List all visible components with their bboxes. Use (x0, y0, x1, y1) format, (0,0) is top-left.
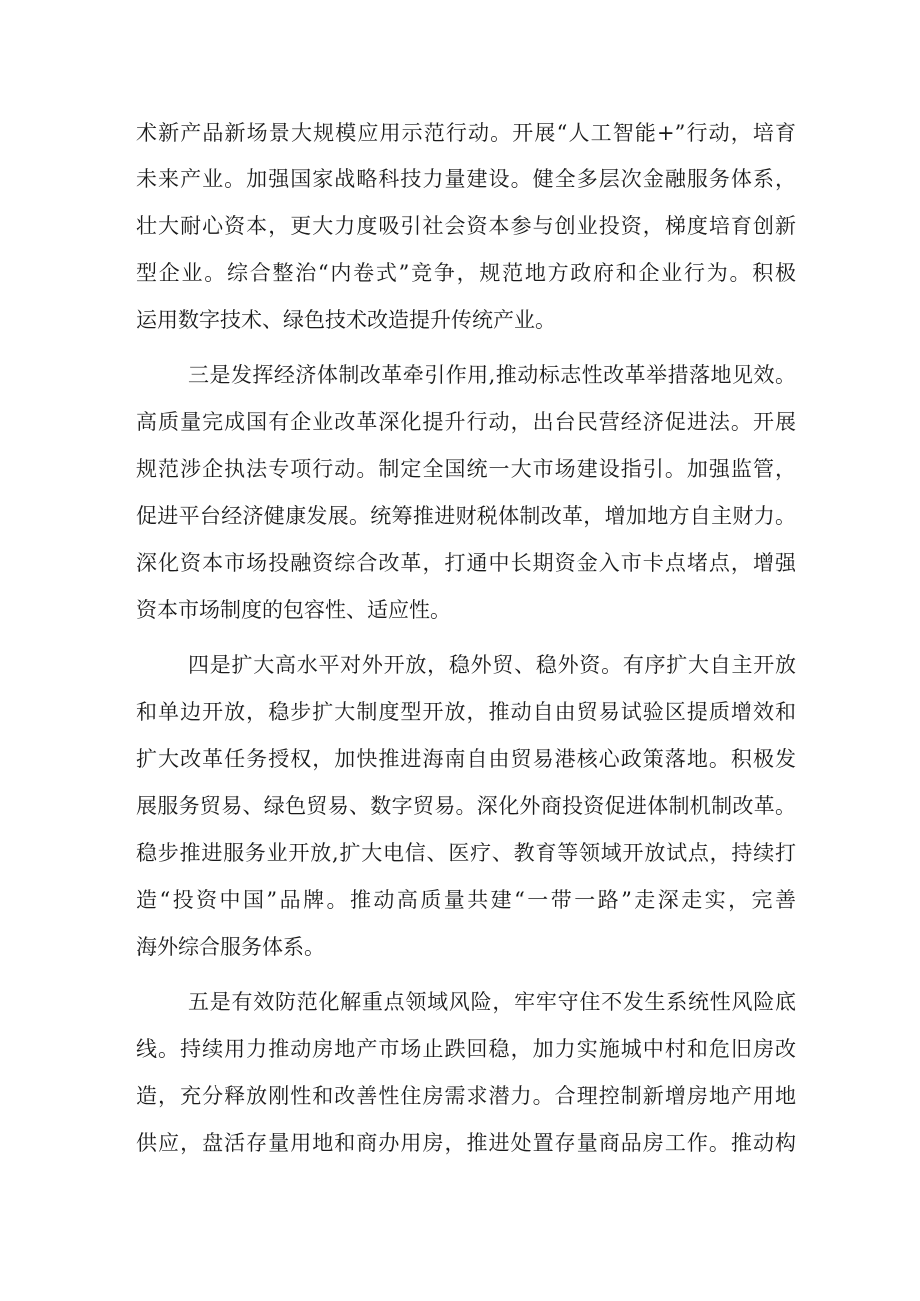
text-line: 造，充分释放刚性和改善性住房需求潜力。合理控制新增房地产用地 (136, 1084, 796, 1108)
text-line: 资本市场制度的包容性、适应性。 (136, 598, 451, 622)
text-line: 供应，盘活存量用地和商办用房，推进处置存量商品房工作。推动构 (136, 1131, 796, 1155)
text-line: 运用数字技术、绿色技术改造提升传统产业。 (136, 308, 556, 332)
text-line: 线。持续用力推动房地产市场止跌回稳，加力实施城中村和危旧房改 (136, 1037, 796, 1061)
text-line: 和单边开放，稳步扩大制度型开放，推动自由贸易试验区提质增效和 (136, 700, 796, 724)
text-line: 三是发挥经济体制改革牵引作用,推动标志性改革举措落地见效。 (188, 363, 796, 387)
text-line: 型企业。综合整治“内卷式”竞争，规范地方政府和企业行为。积极 (136, 261, 796, 285)
text-line: 四是扩大高水平对外开放，稳外贸、稳外资。有序扩大自主开放 (188, 653, 796, 677)
text-line: 促进平台经济健康发展。统筹推进财税体制改革，增加地方自主财力。 (136, 504, 796, 528)
text-line: 术新产品新场景大规模应用示范行动。开展“人工智能+”行动，培育 (136, 121, 796, 145)
text-line: 五是有效防范化解重点领域风险，牢牢守住不发生系统性风险底 (188, 990, 796, 1014)
text-line: 高质量完成国有企业改革深化提升行动，出台民营经济促进法。开展 (136, 410, 796, 434)
text-line: 壮大耐心资本，更大力度吸引社会资本参与创业投资，梯度培育创新 (136, 214, 796, 238)
text-line: 海外综合服务体系。 (136, 935, 325, 959)
text-line: 深化资本市场投融资综合改革，打通中长期资金入市卡点堵点，增强 (136, 551, 796, 575)
text-line: 稳步推进服务业开放,扩大电信、医疗、教育等领域开放试点，持续打 (136, 841, 796, 865)
text-line: 造“投资中国”品牌。推动高质量共建“一带一路”走深走实，完善 (136, 888, 796, 912)
text-line: 展服务贸易、绿色贸易、数字贸易。深化外商投资促进体制机制改革。 (136, 794, 796, 818)
text-line: 规范涉企执法专项行动。制定全国统一大市场建设指引。加强监管， (136, 457, 796, 481)
text-line: 未来产业。加强国家战略科技力量建设。健全多层次金融服务体系， (136, 167, 796, 191)
text-line: 扩大改革任务授权，加快推进海南自由贸易港核心政策落地。积极发 (136, 747, 796, 771)
